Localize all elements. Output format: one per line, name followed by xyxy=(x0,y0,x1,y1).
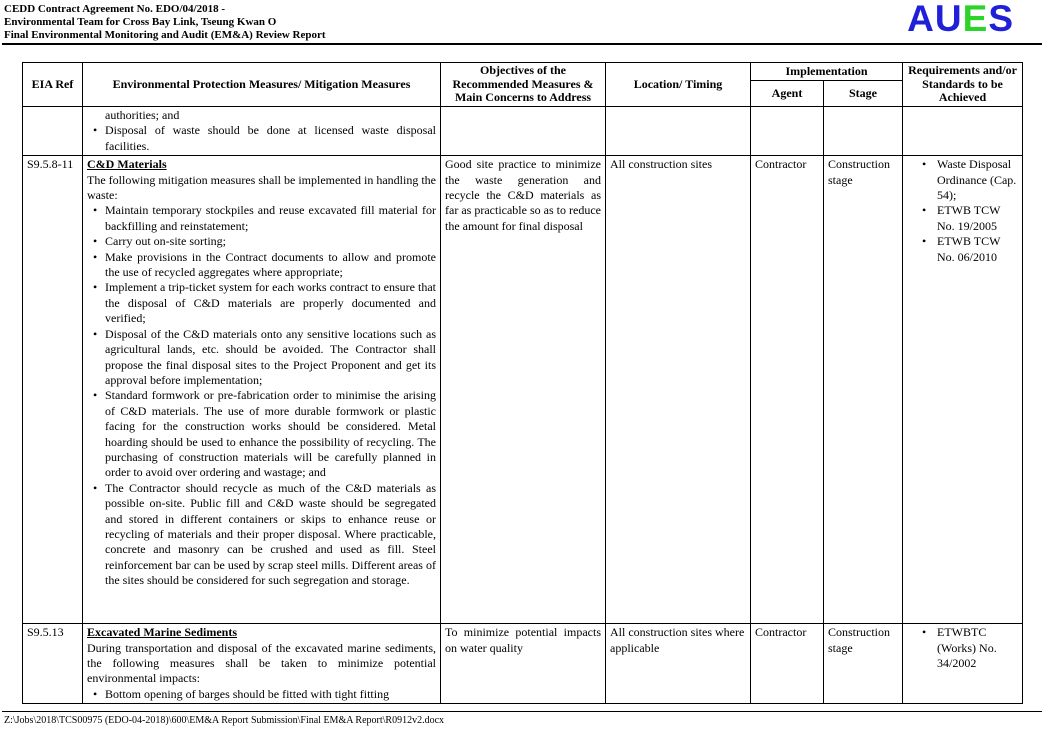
requirement-bullet-item: • ETWBTC (Works) No. 34/2002 xyxy=(907,625,1018,671)
measure-bullet-item: • Implement a trip-ticket system for each works contract to ensure that the disposal of C&D materials are properly documented and verified; xyxy=(87,280,436,326)
cell-measures xyxy=(83,624,441,704)
measure-text: The following mitigation measures shall be implemented in handling the waste: xyxy=(87,172,436,203)
cell-stage: Construction stage xyxy=(824,624,903,704)
cell-eia-ref xyxy=(23,107,83,156)
measure-bullet-item: • Maintain temporary stockpiles and reuse excavated fill material for backfilling and reinstatement; xyxy=(87,203,436,234)
cell-agent: Contractor xyxy=(751,156,824,624)
cell-measures xyxy=(83,107,441,156)
measure-bullet-item: • Disposal of the C&D materials onto any sensitive locations such as agricultural lands, etc. should be avoided. The Contractor shall propose the final disposal sites to the Project Proponent and get its approval before implementation; xyxy=(87,327,436,389)
table-row xyxy=(23,624,1023,704)
cell-requirements xyxy=(903,156,1023,624)
measure-bullet-item: • Carry out on-site sorting; xyxy=(87,234,436,249)
document-header xyxy=(0,0,1044,43)
cell-measures xyxy=(83,156,441,624)
column-header-objectives: Objectives of the Recommended Measures & Main Concerns to Address xyxy=(441,63,606,107)
column-header-agent: Agent xyxy=(751,81,824,107)
cell-eia-ref: S9.5.13 xyxy=(23,624,83,704)
header-title-line-2: Environmental Team for Cross Bay Link, Tseung Kwan O xyxy=(4,16,277,28)
cell-location-timing: All construction sites where applicable xyxy=(606,624,751,704)
measure-text: authorities; and xyxy=(105,108,180,122)
requirement-bullet-item: • ETWB TCW No. 06/2010 xyxy=(907,234,1018,265)
column-header-measures: Environmental Protection Measures/ Mitigation Measures xyxy=(83,63,441,107)
measure-bullet-item: • The Contractor should recycle as much of the C&D materials as possible on-site. Public fill and C&D waste should be segregated and stored in different containers or skips to enhance reuse or recycling of materials and their proper disposal. Where practicable, concrete and masonry can be crushed and used as fill. Steel reinforcement bar can be used by scrap steel mills. Different areas of the sites should be considered for such segregation and storage. xyxy=(87,481,436,589)
column-header-stage: Stage xyxy=(824,81,903,107)
header-title-line-3: Final Environmental Monitoring and Audit (EM&A) Review Report xyxy=(4,29,326,41)
header-title-line-1: CEDD Contract Agreement No. EDO/04/2018 - xyxy=(4,3,225,15)
aues-logo xyxy=(907,0,1014,40)
cell-agent xyxy=(751,107,824,156)
cell-agent: Contractor xyxy=(751,624,824,704)
requirement-bullet-item: • ETWB TCW No. 19/2005 xyxy=(907,203,1018,234)
header-divider-rule xyxy=(2,43,1042,45)
cell-eia-ref: S9.5.8-11 xyxy=(23,156,83,624)
cell-location-timing xyxy=(606,107,751,156)
table-row xyxy=(23,107,1023,156)
measure-bullet-item: • Bottom opening of barges should be fitted with tight fitting xyxy=(87,687,436,702)
table-body xyxy=(23,107,1023,704)
cell-requirements xyxy=(903,624,1023,704)
column-header-requirements: Requirements and/or Standards to be Achieved xyxy=(903,63,1023,107)
table-row xyxy=(23,156,1023,624)
cell-stage xyxy=(824,107,903,156)
cell-location-timing: All construction sites xyxy=(606,156,751,624)
measure-bullet-item: • Make provisions in the Contract documents to allow and promote the use of recycled aggregates where appropriate; xyxy=(87,250,436,281)
measure-text: During transportation and disposal of the excavated marine sediments, the following measures shall be taken to minimize potential environmental impacts: xyxy=(87,640,436,686)
cell-stage: Construction stage xyxy=(824,156,903,624)
measure-heading: Excavated Marine Sediments xyxy=(87,625,237,640)
cell-requirements xyxy=(903,107,1023,156)
logo-segment: E xyxy=(962,0,989,39)
column-header-eia-ref: EIA Ref xyxy=(23,63,83,107)
footer-divider-rule xyxy=(2,711,1042,712)
table-header-row-1 xyxy=(23,63,1023,81)
cell-objectives xyxy=(441,107,606,156)
measure-bullet-item: • Standard formwork or pre-fabrication order to minimise the arising of C&D materials. The use of more durable formwork or plastic facing for the construction works should be considered. Metal hoarding should be used to enhance the possibility of recycling. The purchasing of construction materials will be carefully planned in order to avoid over ordering and wastage; and xyxy=(87,388,436,480)
column-header-implementation: Implementation xyxy=(751,63,903,81)
column-header-location-timing: Location/ Timing xyxy=(606,63,751,107)
logo-segment: S xyxy=(988,0,1014,39)
footer-file-path: Z:\Jobs\2018\TCS00975 (EDO-04-2018)\600\EM&A Report Submission\Final EM&A Report\R0912v2.docx xyxy=(4,715,445,726)
measure-bullet-item: • Disposal of waste should be done at licensed waste disposal facilities. xyxy=(87,123,436,154)
logo-segment: AU xyxy=(907,0,963,39)
requirement-bullet-item: • Waste Disposal Ordinance (Cap. 54); xyxy=(907,157,1018,203)
cell-objectives: Good site practice to minimize the waste generation and recycle the C&D materials as far as practicable so as to reduce the amount for final disposal xyxy=(441,156,606,624)
measure-heading: C&D Materials xyxy=(87,157,167,172)
cell-objectives: To minimize potential impacts on water quality xyxy=(441,624,606,704)
emna-mitigation-table xyxy=(22,62,1023,704)
